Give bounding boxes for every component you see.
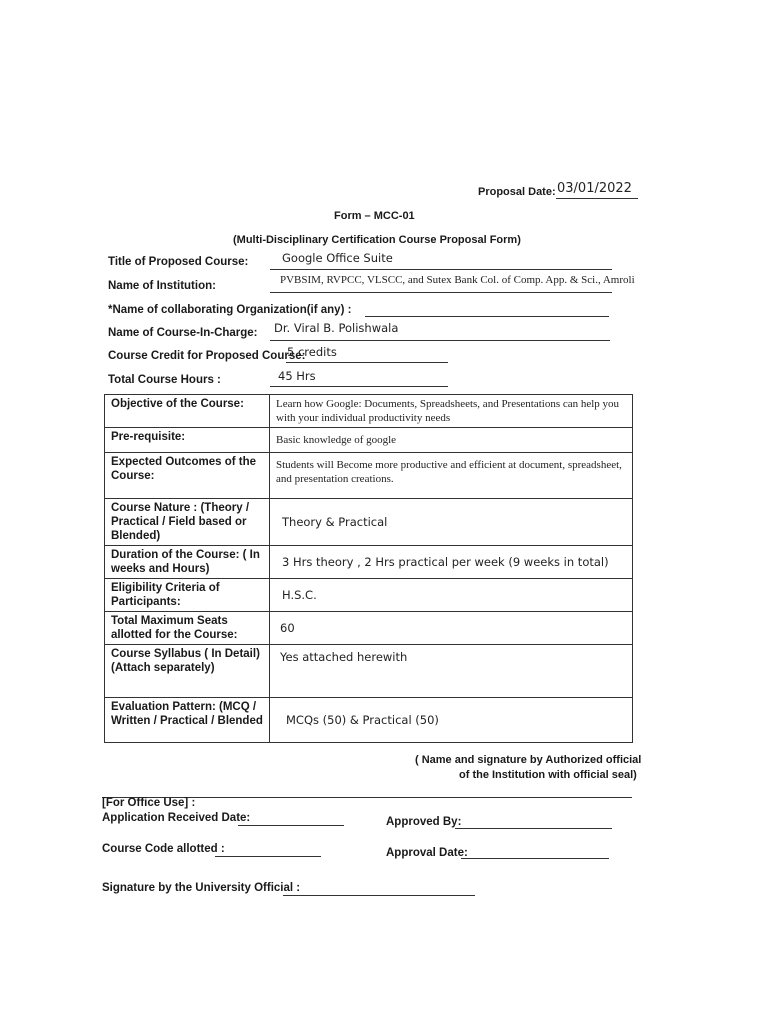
row-label: Course Nature : (Theory / Practical / Field based or Blended) <box>105 499 270 546</box>
form-title: (Multi-Disciplinary Certification Course Proposal Form) <box>233 234 521 246</box>
table-row <box>105 546 633 579</box>
collab-line <box>365 316 609 317</box>
signature-line <box>511 742 631 743</box>
row-label: Duration of the Course: ( In weeks and Hours) <box>105 546 270 579</box>
row-value: 3 Hrs theory , 2 Hrs practical per week (9 weeks in total) <box>270 546 633 579</box>
row-label: Expected Outcomes of the Course: <box>105 453 270 499</box>
form-number: Form – MCC-01 <box>334 210 415 222</box>
hours-value: 45 Hrs <box>278 369 316 383</box>
signature-caption-2: of the Institution with official seal) <box>459 769 637 781</box>
table-row <box>105 579 633 612</box>
credit-label: Course Credit for Proposed Course: <box>108 350 306 362</box>
course-code-label: Course Code allotted : <box>102 843 225 855</box>
row-value: MCQs (50) & Practical (50) <box>270 698 633 743</box>
approval-date-label: Approval Date: <box>386 847 468 859</box>
app-received-label: Application Received Date: <box>102 812 251 824</box>
credit-line <box>286 362 448 363</box>
table-row <box>105 428 633 453</box>
hours-label: Total Course Hours : <box>108 374 221 386</box>
institution-line <box>270 292 612 293</box>
approved-by-line <box>455 828 612 829</box>
app-received-line <box>238 825 344 826</box>
table-row <box>105 698 633 743</box>
table-row <box>105 645 633 698</box>
title-value: Google Office Suite <box>282 251 393 265</box>
proposal-date-line <box>556 198 638 199</box>
table-row <box>105 499 633 546</box>
row-value: H.S.C. <box>270 579 633 612</box>
collab-label: *Name of collaborating Organization(if any) : <box>108 304 352 316</box>
approved-by-label: Approved By: <box>386 816 462 828</box>
row-label: Evaluation Pattern: (MCQ / Written / Practical / Blended <box>105 698 270 743</box>
row-label: Objective of the Course: <box>105 395 270 428</box>
approval-date-line <box>461 858 609 859</box>
hours-line <box>270 386 448 387</box>
row-value: Basic knowledge of google <box>270 428 633 453</box>
office-heading: [For Office Use] : <box>102 797 196 809</box>
title-label: Title of Proposed Course: <box>108 256 249 268</box>
row-value: 60 <box>270 612 633 645</box>
institution-value: PVBSIM, RVPCC, VLSCC, and Sutex Bank Col. of Comp. App. & Sci., Amroli <box>280 274 635 286</box>
institution-label: Name of Institution: <box>108 280 216 292</box>
univ-signature-label: Signature by the University Official : <box>102 882 301 894</box>
proposal-date-label: Proposal Date: <box>478 186 556 198</box>
course-code-line <box>215 856 321 857</box>
univ-signature-line <box>283 895 475 896</box>
course-details-table <box>104 394 633 743</box>
incharge-value: Dr. Viral B. Polishwala <box>274 321 399 335</box>
incharge-line <box>270 340 610 341</box>
table-row <box>105 453 633 499</box>
credit-value: 5 credits <box>287 345 337 359</box>
row-label: Course Syllabus ( In Detail) (Attach separately) <box>105 645 270 698</box>
incharge-label: Name of Course-In-Charge: <box>108 327 258 339</box>
row-label: Total Maximum Seats allotted for the Course: <box>105 612 270 645</box>
row-value: Theory & Practical <box>270 499 633 546</box>
signature-caption-1: ( Name and signature by Authorized official <box>415 754 642 766</box>
table-row <box>105 612 633 645</box>
table-row <box>105 395 633 428</box>
proposal-date-value: 03/01/2022 <box>557 181 632 196</box>
row-value: Learn how Google: Documents, Spreadsheets, and Presentations can help you with your individual productivity needs <box>270 395 633 428</box>
row-value: Yes attached herewith <box>270 645 633 698</box>
row-label: Eligibility Criteria of Participants: <box>105 579 270 612</box>
title-line <box>270 269 612 270</box>
row-label: Pre-requisite: <box>105 428 270 453</box>
row-value: Students will Become more productive and efficient at document, spreadsheet, and presentation creations. <box>270 453 633 499</box>
